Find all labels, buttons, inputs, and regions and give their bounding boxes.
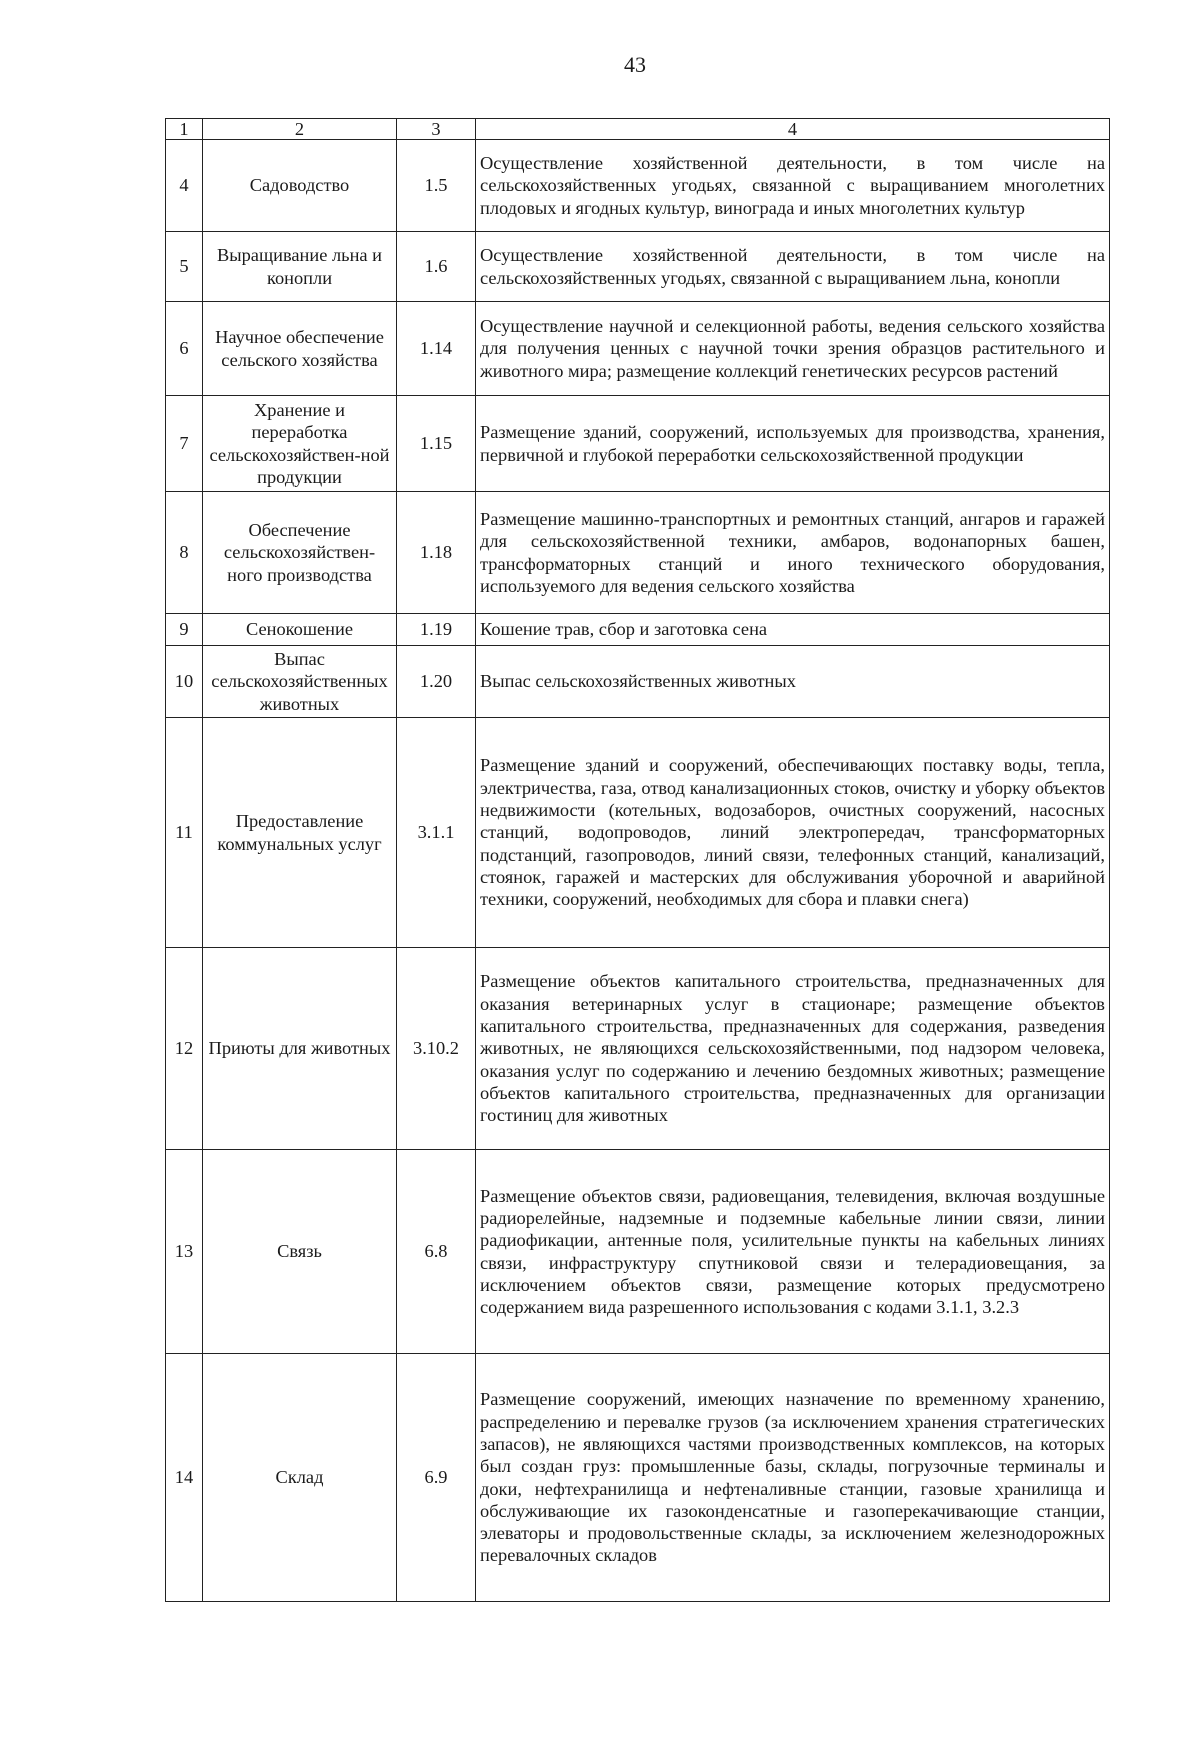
table-header-row	[166, 119, 1110, 140]
table-row	[166, 614, 1110, 646]
land-use-name: Научное обеспечение сельского хозяйства	[203, 302, 397, 396]
land-use-code: 6.9	[397, 1354, 476, 1602]
header-col-2: 2	[203, 119, 397, 140]
land-use-code: 6.8	[397, 1150, 476, 1354]
land-use-name: Склад	[203, 1354, 397, 1602]
land-use-description: Размещение объектов капитального строительства, предназначенных для оказания ветеринарных услуг в стационаре; размещение объектов капитального строительства, предназначенных для содержания, разведения животных, не являющихся сельскохозяйственными, под надзором человека, оказания услуг по содержанию и лечению бездомных животных; размещение объектов капитального строительства, предназначенных для организации гостиниц для животных	[476, 948, 1110, 1150]
row-number: 14	[166, 1354, 203, 1602]
table-row	[166, 232, 1110, 302]
row-number: 12	[166, 948, 203, 1150]
row-number: 5	[166, 232, 203, 302]
page-number: 43	[624, 52, 646, 77]
land-use-code: 1.5	[397, 140, 476, 232]
table-row	[166, 492, 1110, 614]
table-row	[166, 302, 1110, 396]
land-use-name: Приюты для животных	[203, 948, 397, 1150]
land-use-description: Размещение сооружений, имеющих назначение по временному хранению, распределению и перевалке грузов (за исключением хранения стратегических запасов), не являющихся частями производственных комплексов, на которых был создан груз: промышленные базы, склады, погрузочные терминалы и доки, нефтехранилища и нефтеналивные станции, газовые хранилища и обслуживающие их газоконденсатные и газоперекачивающие станции, элеваторы и продовольственные склады, за исключением железнодорожных перевалочных складов	[476, 1354, 1110, 1602]
land-use-description: Размещение машинно-транспортных и ремонтных станций, ангаров и гаражей для сельскохозяйственной техники, амбаров, водонапорных башен, трансформаторных станций и иного технического оборудования, используемого для ведения сельского хозяйства	[476, 492, 1110, 614]
table-row	[166, 948, 1110, 1150]
header-col-1: 1	[166, 119, 203, 140]
table-row	[166, 1150, 1110, 1354]
land-use-description: Осуществление хозяйственной деятельности, в том числе на сельскохозяйственных угодьях, связанной с выращиванием многолетних плодовых и ягодных культур, винограда и иных многолетних культур	[476, 140, 1110, 232]
table-row	[166, 1354, 1110, 1602]
land-use-name: Предоставление коммунальных услуг	[203, 718, 397, 948]
land-use-code: 1.14	[397, 302, 476, 396]
land-use-description: Осуществление хозяйственной деятельности, в том числе на сельскохозяйственных угодьях, связанной с выращиванием льна, конопли	[476, 232, 1110, 302]
land-use-code: 1.18	[397, 492, 476, 614]
land-use-code: 1.15	[397, 396, 476, 492]
land-use-name: Выпас сельскохозяйственных животных	[203, 646, 397, 718]
table-row	[166, 140, 1110, 232]
land-use-code: 1.19	[397, 614, 476, 646]
land-use-code: 3.10.2	[397, 948, 476, 1150]
table-row	[166, 396, 1110, 492]
table-row	[166, 718, 1110, 948]
land-use-name: Обеспечение сельскохозяйствен-ного производства	[203, 492, 397, 614]
land-use-description: Размещение зданий, сооружений, используемых для производства, хранения, первичной и глубокой переработки сельскохозяйственной продукции	[476, 396, 1110, 492]
header-col-4: 4	[476, 119, 1110, 140]
land-use-description: Осуществление научной и селекционной работы, ведения сельского хозяйства для получения ценных с научной точки зрения образцов растительного и животного мира; размещение коллекций генетических ресурсов растений	[476, 302, 1110, 396]
land-use-description: Размещение объектов связи, радиовещания, телевидения, включая воздушные радиорелейные, надземные и подземные кабельные линии связи, линии радиофикации, антенные поля, усилительные пункты на кабельных линиях связи, инфраструктуру спутниковой связи и телерадиовещания, за исключением объектов связи, размещение которых предусмотрено содержанием вида разрешенного использования с кодами 3.1.1, 3.2.3	[476, 1150, 1110, 1354]
land-use-description: Размещение зданий и сооружений, обеспечивающих поставку воды, тепла, электричества, газа, отвод канализационных стоков, очистку и уборку объектов недвижимости (котельных, водозаборов, очистных сооружений, насосных станций, водопроводов, линий электропередач, трансформаторных подстанций, газопроводов, линий связи, телефонных станций, канализаций, стоянок, гаражей и мастерских для обслуживания уборочной и аварийной техники, сооружений, необходимых для сбора и плавки снега)	[476, 718, 1110, 948]
row-number: 11	[166, 718, 203, 948]
land-use-table	[165, 118, 1110, 1602]
land-use-name: Садоводство	[203, 140, 397, 232]
land-use-name: Выращивание льна и конопли	[203, 232, 397, 302]
land-use-description: Выпас сельскохозяйственных животных	[476, 646, 1110, 718]
land-use-name: Сенокошение	[203, 614, 397, 646]
land-use-name: Связь	[203, 1150, 397, 1354]
row-number: 6	[166, 302, 203, 396]
land-use-code: 1.20	[397, 646, 476, 718]
land-use-name: Хранение и переработка сельскохозяйствен-ной продукции	[203, 396, 397, 492]
row-number: 4	[166, 140, 203, 232]
header-col-3: 3	[397, 119, 476, 140]
land-use-code: 3.1.1	[397, 718, 476, 948]
table-row	[166, 646, 1110, 718]
land-use-description: Кошение трав, сбор и заготовка сена	[476, 614, 1110, 646]
row-number: 9	[166, 614, 203, 646]
land-use-code: 1.6	[397, 232, 476, 302]
row-number: 8	[166, 492, 203, 614]
row-number: 10	[166, 646, 203, 718]
row-number: 7	[166, 396, 203, 492]
row-number: 13	[166, 1150, 203, 1354]
